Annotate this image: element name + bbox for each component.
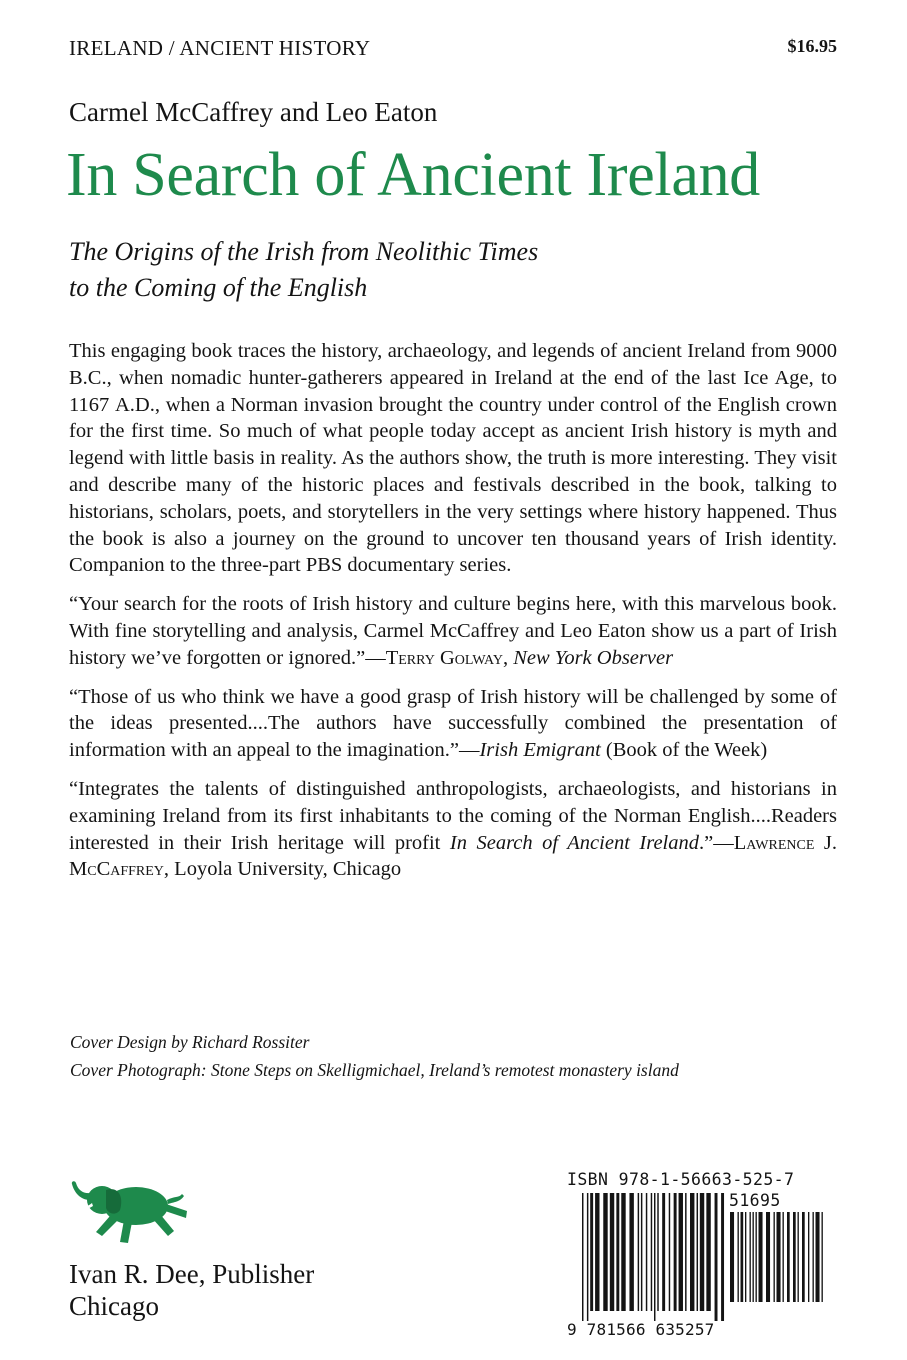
elephant-icon (66, 1178, 192, 1248)
barcode-bar (629, 1193, 633, 1311)
book-subtitle (69, 234, 538, 306)
barcode-bar (582, 1193, 583, 1321)
review-1: “Your search for the roots of Irish history and culture begins here, with this marvelous book. With fine storytelling and analysis, Carmel McCaffrey and Leo Eaton show us a part of Irish history we’ve forgotten or ignored.”—Terry Golway, New York Observer (69, 593, 837, 669)
barcode-bar (808, 1212, 809, 1302)
barcode-bar (646, 1193, 647, 1311)
category-label: IRELAND / ANCIENT HISTORY (69, 36, 371, 60)
description-paragraph: This engaging book traces the history, archaeology, and legends of ancient Ireland from 9000 B.C., when nomadic hunter-gatherers appeared in Ireland at the end of the last Ice Age, to 1167 A.D., when a Norman invasion brought the country under control of the English crown for the first time. So much of what people today accept as ancient Irish history is myth and legend with little basis in reality. As the authors show, the truth is more interesting. They visit and describe many of the historic places and festivals described in the book, talking to historians, scholars, poets, and storytellers in the very settings where history happened. Thus the book is also a journey on the ground to uncover ten thousand years of Irish identity. Companion to the three-part PBS documentary series. (69, 340, 837, 577)
barcode-bar (745, 1212, 746, 1302)
barcode-bar (610, 1193, 614, 1311)
subtitle-line-1: The Origins of the Irish from Neolithic Times (69, 237, 539, 266)
review-2-source: Irish Emigrant (479, 739, 601, 762)
barcode-bar (730, 1212, 734, 1302)
barcode-bar (657, 1193, 658, 1311)
barcode-bar (679, 1193, 683, 1311)
barcode-bar (669, 1193, 670, 1311)
review-3: “Integrates the talents of distinguished anthropologists, archaeologists, and historians in examining Ireland from its first inhabitants to the coming of the Norman English....Readers interested in their Irish heritage will profit In Search of Ancient Ireland.”—Lawrence J. McCaffrey, Loyola University, Chicago (69, 777, 837, 881)
publisher-name: Ivan R. Dee, Publisher (69, 1259, 315, 1289)
barcode-bar (787, 1212, 790, 1302)
review-1-reviewer: Terry Golway (385, 646, 503, 669)
barcode-bar (697, 1193, 698, 1311)
barcode-bar (753, 1212, 754, 1302)
barcode-bar (816, 1212, 820, 1302)
price-label: $16.95 (787, 36, 837, 56)
barcode-bar (783, 1212, 784, 1302)
barcode-bar (759, 1212, 763, 1302)
publisher-block (69, 1258, 314, 1322)
ean-digits: 9 781566 635257 (567, 1320, 715, 1339)
barcode-bar (595, 1193, 599, 1311)
barcode-bar (756, 1212, 757, 1302)
cover-photo-credit: Cover Photograph: Stone Steps on Skelligmichael, Ireland’s remotest monastery island (70, 1060, 679, 1080)
ean-barcode (582, 1193, 726, 1321)
barcode-bar (721, 1193, 724, 1321)
barcode-bar (738, 1212, 739, 1302)
back-cover-text (69, 338, 837, 895)
barcode-bar (802, 1212, 805, 1302)
subtitle-line-2: to the Coming of the English (69, 273, 368, 302)
barcode-bar (766, 1212, 770, 1302)
barcode-bar (685, 1193, 686, 1311)
barcode-bar (662, 1193, 665, 1311)
barcode-bar (603, 1193, 607, 1311)
barcode-bar (654, 1193, 655, 1321)
review-3-reviewer: Lawrence J. McCaffrey (69, 831, 837, 881)
barcode-bar (621, 1193, 625, 1311)
barcode-bar (777, 1212, 781, 1302)
barcode-bar (822, 1212, 823, 1302)
addon-barcode (730, 1212, 830, 1322)
barcode-bar (793, 1212, 796, 1302)
isbn-label: ISBN 978-1-56663-525-7 (567, 1170, 795, 1189)
barcode-bar (616, 1193, 619, 1311)
barcode-bar (651, 1193, 652, 1311)
review-2: “Those of us who think we have a good grasp of Irish history will be challenged by some of the ideas presented....The authors have successfully combined the presentation of information with an appeal to the imagination.”—Irish Emigrant (Book of the Week) (69, 685, 837, 762)
barcode-bar (638, 1193, 639, 1311)
publisher-city: Chicago (69, 1291, 159, 1321)
barcode-bar (813, 1212, 814, 1302)
barcode-bar (590, 1193, 593, 1311)
cover-credits (70, 1028, 679, 1084)
barcode-bar (774, 1212, 775, 1302)
barcode-bar (587, 1193, 588, 1321)
book-authors: Carmel McCaffrey and Leo Eaton (69, 97, 438, 127)
barcode-bar (690, 1193, 694, 1311)
barcode-bar (741, 1212, 744, 1302)
barcode-bar (706, 1193, 710, 1311)
barcode-bar (715, 1193, 718, 1321)
barcode-bar (700, 1193, 704, 1311)
price-code: 51695 (729, 1191, 781, 1210)
cover-design-credit: Cover Design by Richard Rossiter (70, 1032, 310, 1052)
barcode-bar (798, 1212, 799, 1302)
barcode-bar (750, 1212, 751, 1302)
barcode-bar (674, 1193, 677, 1311)
barcode-bar (641, 1193, 642, 1311)
review-1-source: New York Observer (513, 646, 674, 669)
book-title: In Search of Ancient Ireland (66, 141, 760, 209)
